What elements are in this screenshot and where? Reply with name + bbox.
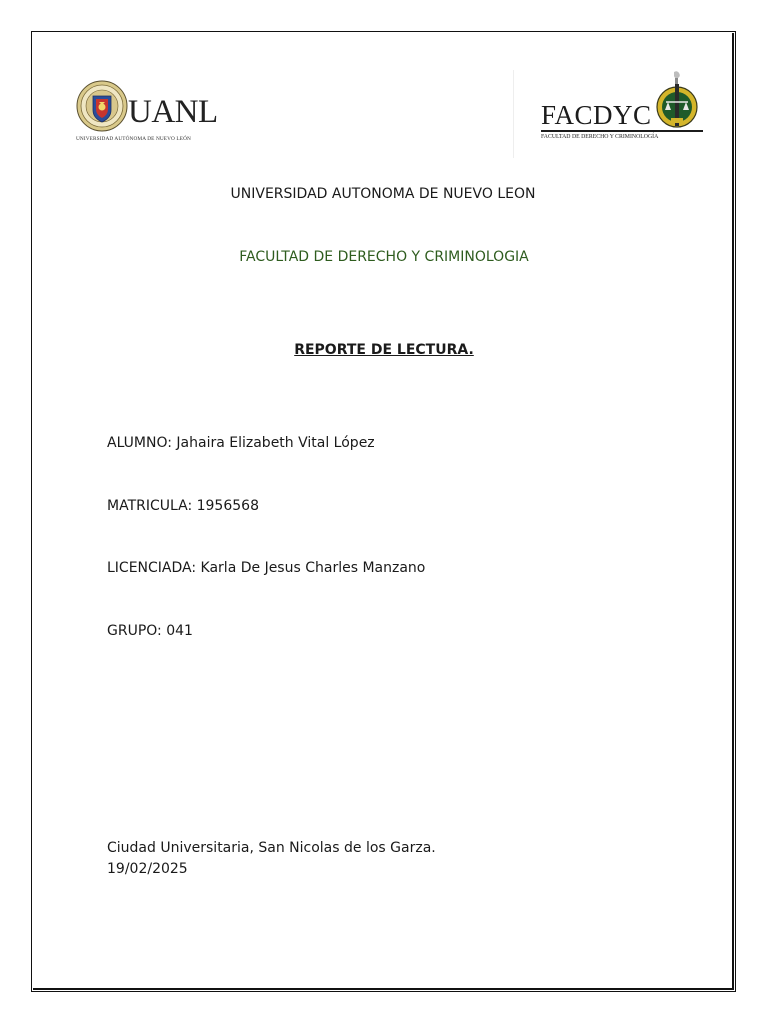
- uanl-subtitle: UNIVERSIDAD AUTÓNOMA DE NUEVO LEÓN: [76, 136, 191, 142]
- facdyc-logo: [538, 70, 708, 150]
- enrollment-number-field: MATRICULA: 1956568: [107, 498, 259, 514]
- report-title: REPORTE DE LECTURA.: [294, 342, 474, 358]
- facdyc-underline: [541, 130, 703, 132]
- faculty-heading: FACULTAD DE DERECHO Y CRIMINOLOGIA: [239, 249, 529, 265]
- uanl-wordmark: UANL: [128, 94, 218, 130]
- facdyc-subtitle: FACULTAD DE DERECHO Y CRIMINOLOGÍA: [541, 134, 659, 140]
- facdyc-wordmark: FACDYC: [541, 100, 652, 130]
- student-name-field: ALUMNO: Jahaira Elizabeth Vital López: [107, 435, 375, 451]
- uanl-seal-icon: [76, 80, 128, 132]
- logo-divider: [513, 70, 514, 158]
- facdyc-emblem-icon: [650, 70, 704, 130]
- university-heading: UNIVERSIDAD AUTONOMA DE NUEVO LEON: [230, 186, 536, 202]
- group-field: GRUPO: 041: [107, 623, 193, 639]
- instructor-field: LICENCIADA: Karla De Jesus Charles Manzano: [107, 560, 426, 576]
- uanl-logo: [76, 80, 236, 150]
- date-line: 19/02/2025: [107, 861, 188, 877]
- location-line: Ciudad Universitaria, San Nicolas de los Garza.: [107, 840, 436, 856]
